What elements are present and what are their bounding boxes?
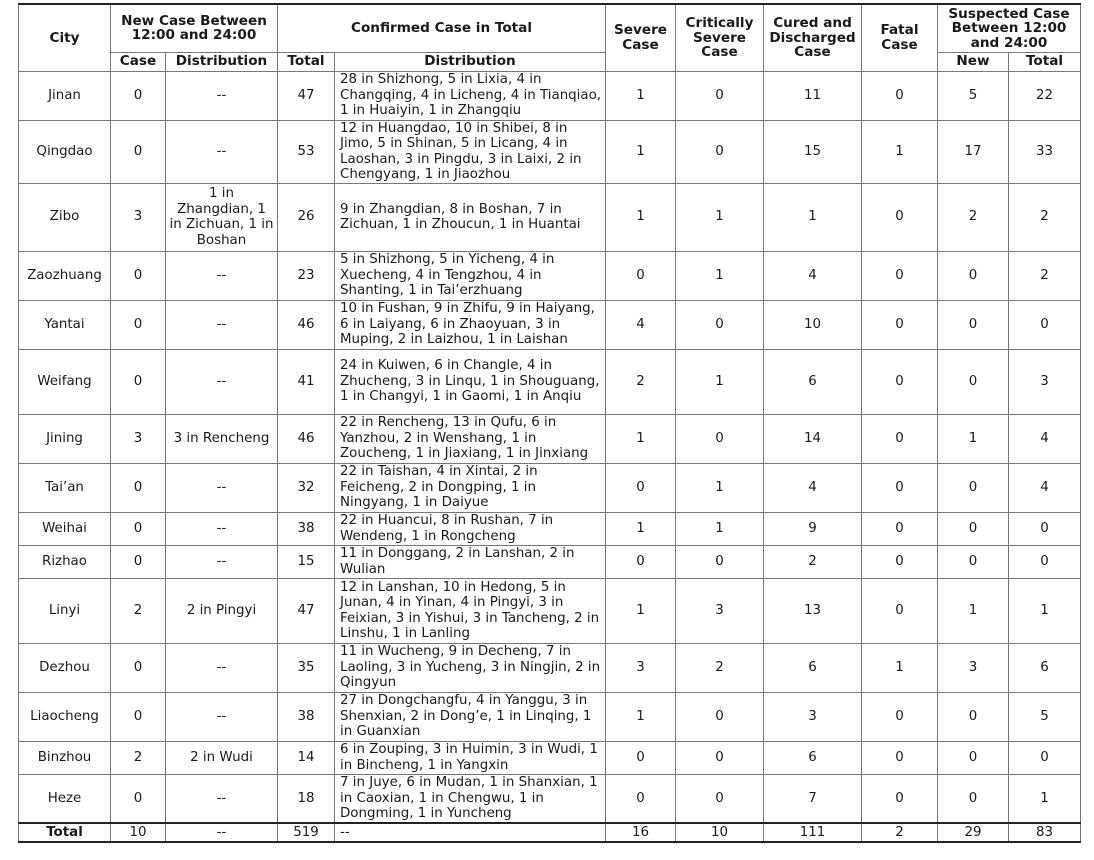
header-severe: Severe Case <box>606 4 676 71</box>
cell-suspected-total: 0 <box>1009 545 1081 578</box>
cases-table-container <box>18 3 1080 843</box>
cell-new-distribution: -- <box>166 349 278 414</box>
cell-new-case: 10 <box>111 823 166 842</box>
header-new-case-between: New Case Between 12:00 and 24:00 <box>111 4 278 52</box>
subheader-suspected-total: Total <box>1009 52 1081 71</box>
cell-severe: 1 <box>606 512 676 545</box>
cell-distribution: 12 in Lanshan, 10 in Hedong, 5 in Junan, 4 in Yinan, 4 in Pingyi, 3 in Feixian, 3 in Yishui, 3 in Tancheng, 2 in Linshu, 1 in Lanling <box>335 578 606 643</box>
table-row <box>19 300 1081 349</box>
cell-cured: 15 <box>764 120 862 183</box>
cell-severe: 16 <box>606 823 676 842</box>
cell-cured: 1 <box>764 183 862 251</box>
cell-distribution: 22 in Rencheng, 13 in Qufu, 6 in Yanzhou, 2 in Wenshang, 1 in Zoucheng, 1 in Jiaxiang, 1 in Jinxiang <box>335 414 606 463</box>
cell-total: 14 <box>278 741 335 774</box>
cell-fatal: 1 <box>862 643 938 692</box>
cell-total: 18 <box>278 774 335 823</box>
cell-new-case: 2 <box>111 741 166 774</box>
cell-severe: 1 <box>606 183 676 251</box>
cell-severe: 1 <box>606 71 676 120</box>
cell-distribution: 6 in Zouping, 3 in Huimin, 3 in Wudi, 1 in Bincheng, 1 in Yangxin <box>335 741 606 774</box>
cell-city: Jinan <box>19 71 111 120</box>
cell-critically-severe: 0 <box>676 120 764 183</box>
cell-cured: 6 <box>764 349 862 414</box>
cell-fatal: 0 <box>862 463 938 512</box>
header-suspected: Suspected Case Between 12:00 and 24:00 <box>938 4 1081 52</box>
cell-city: Liaocheng <box>19 692 111 741</box>
table-row <box>19 463 1081 512</box>
cell-fatal: 0 <box>862 512 938 545</box>
cell-suspected-new: 1 <box>938 578 1009 643</box>
cell-suspected-total: 33 <box>1009 120 1081 183</box>
table-row <box>19 414 1081 463</box>
cell-fatal: 0 <box>862 578 938 643</box>
cell-distribution: 11 in Wucheng, 9 in Decheng, 7 in Laoling, 3 in Yucheng, 3 in Ningjin, 2 in Qingyun <box>335 643 606 692</box>
cell-new-case: 3 <box>111 183 166 251</box>
cell-suspected-total: 4 <box>1009 463 1081 512</box>
cell-city: Dezhou <box>19 643 111 692</box>
total-row <box>19 823 1081 842</box>
cell-new-distribution: -- <box>166 692 278 741</box>
cell-suspected-new: 0 <box>938 251 1009 300</box>
cell-severe: 0 <box>606 741 676 774</box>
cell-city: Yantai <box>19 300 111 349</box>
cell-suspected-total: 3 <box>1009 349 1081 414</box>
cell-new-case: 0 <box>111 120 166 183</box>
cell-new-distribution: -- <box>166 71 278 120</box>
table-row <box>19 692 1081 741</box>
cell-new-distribution: -- <box>166 300 278 349</box>
cell-new-distribution: 2 in Wudi <box>166 741 278 774</box>
cell-new-case: 0 <box>111 251 166 300</box>
cell-suspected-new: 29 <box>938 823 1009 842</box>
header-critically-severe: Critically Severe Case <box>676 4 764 71</box>
cell-suspected-new: 0 <box>938 692 1009 741</box>
cell-city: Zibo <box>19 183 111 251</box>
cell-suspected-new: 0 <box>938 774 1009 823</box>
cell-new-distribution: 3 in Rencheng <box>166 414 278 463</box>
cell-suspected-new: 0 <box>938 300 1009 349</box>
cell-total: 35 <box>278 643 335 692</box>
header-confirmed-total: Confirmed Case in Total <box>278 4 606 52</box>
cell-suspected-new: 17 <box>938 120 1009 183</box>
cell-suspected-new: 1 <box>938 414 1009 463</box>
cell-suspected-total: 1 <box>1009 774 1081 823</box>
cell-cured: 9 <box>764 512 862 545</box>
cell-new-distribution: 1 in Zhangdian, 1 in Zichuan, 1 in Boshan <box>166 183 278 251</box>
cell-suspected-new: 0 <box>938 545 1009 578</box>
cell-cured: 3 <box>764 692 862 741</box>
cell-total: 47 <box>278 71 335 120</box>
cell-total: 38 <box>278 692 335 741</box>
cell-new-case: 0 <box>111 512 166 545</box>
cell-new-case: 0 <box>111 349 166 414</box>
cell-fatal: 2 <box>862 823 938 842</box>
cell-severe: 1 <box>606 578 676 643</box>
cell-distribution: 7 in Juye, 6 in Mudan, 1 in Shanxian, 1 in Caoxian, 1 in Chengwu, 1 in Dongming, 1 in Yuncheng <box>335 774 606 823</box>
cell-new-distribution: -- <box>166 545 278 578</box>
cell-new-distribution: -- <box>166 120 278 183</box>
cell-severe: 4 <box>606 300 676 349</box>
cell-suspected-total: 83 <box>1009 823 1081 842</box>
cell-new-distribution: 2 in Pingyi <box>166 578 278 643</box>
cell-fatal: 0 <box>862 774 938 823</box>
cell-total: 46 <box>278 300 335 349</box>
cell-severe: 3 <box>606 643 676 692</box>
cell-new-case: 0 <box>111 71 166 120</box>
header-fatal: Fatal Case <box>862 4 938 71</box>
table-row <box>19 512 1081 545</box>
cell-total: 23 <box>278 251 335 300</box>
cell-cured: 111 <box>764 823 862 842</box>
cell-suspected-total: 22 <box>1009 71 1081 120</box>
cell-fatal: 0 <box>862 349 938 414</box>
cell-total: 15 <box>278 545 335 578</box>
cell-distribution: 22 in Taishan, 4 in Xintai, 2 in Feicheng, 2 in Dongping, 1 in Ningyang, 1 in Daiyue <box>335 463 606 512</box>
cell-suspected-new: 2 <box>938 183 1009 251</box>
subheader-total: Total <box>278 52 335 71</box>
cell-distribution: 24 in Kuiwen, 6 in Changle, 4 in Zhucheng, 3 in Linqu, 1 in Shouguang, 1 in Changyi, 1 in Gaomi, 1 in Anqiu <box>335 349 606 414</box>
cell-distribution: 10 in Fushan, 9 in Zhifu, 9 in Haiyang, 6 in Laiyang, 6 in Zhaoyuan, 3 in Muping, 2 in Laizhou, 1 in Laishan <box>335 300 606 349</box>
cell-suspected-new: 3 <box>938 643 1009 692</box>
table-row <box>19 741 1081 774</box>
cell-fatal: 1 <box>862 120 938 183</box>
table-row <box>19 545 1081 578</box>
cell-city: Total <box>19 823 111 842</box>
cell-suspected-total: 1 <box>1009 578 1081 643</box>
cell-suspected-total: 2 <box>1009 183 1081 251</box>
cell-total: 519 <box>278 823 335 842</box>
cell-distribution: 5 in Shizhong, 5 in Yicheng, 4 in Xuecheng, 4 in Tengzhou, 4 in Shanting, 1 in Tai’erzhuang <box>335 251 606 300</box>
table-row <box>19 120 1081 183</box>
cell-cured: 4 <box>764 251 862 300</box>
cell-city: Tai’an <box>19 463 111 512</box>
cell-suspected-total: 6 <box>1009 643 1081 692</box>
cell-city: Jining <box>19 414 111 463</box>
subheader-suspected-new: New <box>938 52 1009 71</box>
cell-new-case: 0 <box>111 692 166 741</box>
cell-fatal: 0 <box>862 414 938 463</box>
cell-suspected-total: 2 <box>1009 251 1081 300</box>
cell-critically-severe: 0 <box>676 774 764 823</box>
cell-total: 38 <box>278 512 335 545</box>
cell-critically-severe: 1 <box>676 512 764 545</box>
cell-suspected-new: 0 <box>938 349 1009 414</box>
cell-distribution: 28 in Shizhong, 5 in Lixia, 4 in Changqing, 4 in Licheng, 4 in Tianqiao, 1 in Huaiyin, 1 in Zhangqiu <box>335 71 606 120</box>
table-row <box>19 183 1081 251</box>
cell-severe: 0 <box>606 545 676 578</box>
cell-city: Weihai <box>19 512 111 545</box>
cell-critically-severe: 2 <box>676 643 764 692</box>
cell-total: 41 <box>278 349 335 414</box>
cell-suspected-new: 0 <box>938 512 1009 545</box>
cell-critically-severe: 0 <box>676 300 764 349</box>
cell-total: 47 <box>278 578 335 643</box>
cell-suspected-total: 0 <box>1009 300 1081 349</box>
cell-critically-severe: 0 <box>676 414 764 463</box>
cell-cured: 2 <box>764 545 862 578</box>
cell-critically-severe: 0 <box>676 71 764 120</box>
cell-cured: 14 <box>764 414 862 463</box>
cell-distribution: 9 in Zhangdian, 8 in Boshan, 7 in Zichuan, 1 in Zhoucun, 1 in Huantai <box>335 183 606 251</box>
cell-total: 26 <box>278 183 335 251</box>
table-row <box>19 251 1081 300</box>
cell-new-distribution: -- <box>166 512 278 545</box>
cell-critically-severe: 10 <box>676 823 764 842</box>
table-body <box>19 71 1081 842</box>
cell-fatal: 0 <box>862 71 938 120</box>
cell-suspected-new: 5 <box>938 71 1009 120</box>
cell-new-case: 0 <box>111 300 166 349</box>
cell-fatal: 0 <box>862 545 938 578</box>
cell-critically-severe: 0 <box>676 545 764 578</box>
cell-new-distribution: -- <box>166 643 278 692</box>
cell-cured: 4 <box>764 463 862 512</box>
cell-city: Binzhou <box>19 741 111 774</box>
cell-critically-severe: 0 <box>676 741 764 774</box>
cell-total: 53 <box>278 120 335 183</box>
subheader-distribution: Distribution <box>166 52 278 71</box>
cell-new-case: 0 <box>111 774 166 823</box>
cell-distribution: 22 in Huancui, 8 in Rushan, 7 in Wendeng, 1 in Rongcheng <box>335 512 606 545</box>
cell-new-case: 0 <box>111 643 166 692</box>
table-row <box>19 643 1081 692</box>
header-cured: Cured and Discharged Case <box>764 4 862 71</box>
cell-critically-severe: 1 <box>676 183 764 251</box>
cell-total: 32 <box>278 463 335 512</box>
table-row <box>19 71 1081 120</box>
cell-severe: 0 <box>606 463 676 512</box>
cell-distribution: 12 in Huangdao, 10 in Shibei, 8 in Jimo, 5 in Shinan, 5 in Licang, 4 in Laoshan, 3 in Pingdu, 3 in Laixi, 2 in Chengyang, 1 in Jiaozhou <box>335 120 606 183</box>
cell-severe: 0 <box>606 251 676 300</box>
cell-new-case: 2 <box>111 578 166 643</box>
cell-severe: 1 <box>606 414 676 463</box>
cell-cured: 7 <box>764 774 862 823</box>
cell-city: Linyi <box>19 578 111 643</box>
cell-suspected-total: 4 <box>1009 414 1081 463</box>
cell-new-case: 0 <box>111 545 166 578</box>
cell-cured: 13 <box>764 578 862 643</box>
cell-severe: 2 <box>606 349 676 414</box>
cell-new-distribution: -- <box>166 251 278 300</box>
cell-new-case: 0 <box>111 463 166 512</box>
cell-new-distribution: -- <box>166 823 278 842</box>
cell-severe: 1 <box>606 120 676 183</box>
cell-suspected-total: 0 <box>1009 512 1081 545</box>
cell-new-case: 3 <box>111 414 166 463</box>
cell-new-distribution: -- <box>166 463 278 512</box>
cell-critically-severe: 1 <box>676 463 764 512</box>
cell-fatal: 0 <box>862 741 938 774</box>
cases-table <box>18 3 1081 843</box>
table-row <box>19 349 1081 414</box>
cell-severe: 0 <box>606 774 676 823</box>
table-header <box>19 4 1081 71</box>
cell-distribution: -- <box>335 823 606 842</box>
cell-fatal: 0 <box>862 183 938 251</box>
subheader-case: Case <box>111 52 166 71</box>
cell-total: 46 <box>278 414 335 463</box>
cell-city: Weifang <box>19 349 111 414</box>
cell-city: Qingdao <box>19 120 111 183</box>
cell-cured: 11 <box>764 71 862 120</box>
cell-suspected-total: 5 <box>1009 692 1081 741</box>
cell-distribution: 27 in Dongchangfu, 4 in Yanggu, 3 in Shenxian, 2 in Dong’e, 1 in Linqing, 1 in Guanxian <box>335 692 606 741</box>
cell-cured: 6 <box>764 741 862 774</box>
cell-distribution: 11 in Donggang, 2 in Lanshan, 2 in Wulian <box>335 545 606 578</box>
cell-critically-severe: 1 <box>676 251 764 300</box>
cell-new-distribution: -- <box>166 774 278 823</box>
cell-fatal: 0 <box>862 300 938 349</box>
cell-fatal: 0 <box>862 692 938 741</box>
table-row <box>19 578 1081 643</box>
cell-critically-severe: 3 <box>676 578 764 643</box>
subheader-distribution-confirmed: Distribution <box>335 52 606 71</box>
cell-severe: 1 <box>606 692 676 741</box>
cell-city: Rizhao <box>19 545 111 578</box>
table-row <box>19 774 1081 823</box>
cell-city: Heze <box>19 774 111 823</box>
cell-critically-severe: 0 <box>676 692 764 741</box>
cell-suspected-new: 0 <box>938 463 1009 512</box>
cell-critically-severe: 1 <box>676 349 764 414</box>
cell-cured: 10 <box>764 300 862 349</box>
cell-fatal: 0 <box>862 251 938 300</box>
cell-suspected-total: 0 <box>1009 741 1081 774</box>
cell-cured: 6 <box>764 643 862 692</box>
cell-city: Zaozhuang <box>19 251 111 300</box>
header-city: City <box>19 4 111 71</box>
cell-suspected-new: 0 <box>938 741 1009 774</box>
